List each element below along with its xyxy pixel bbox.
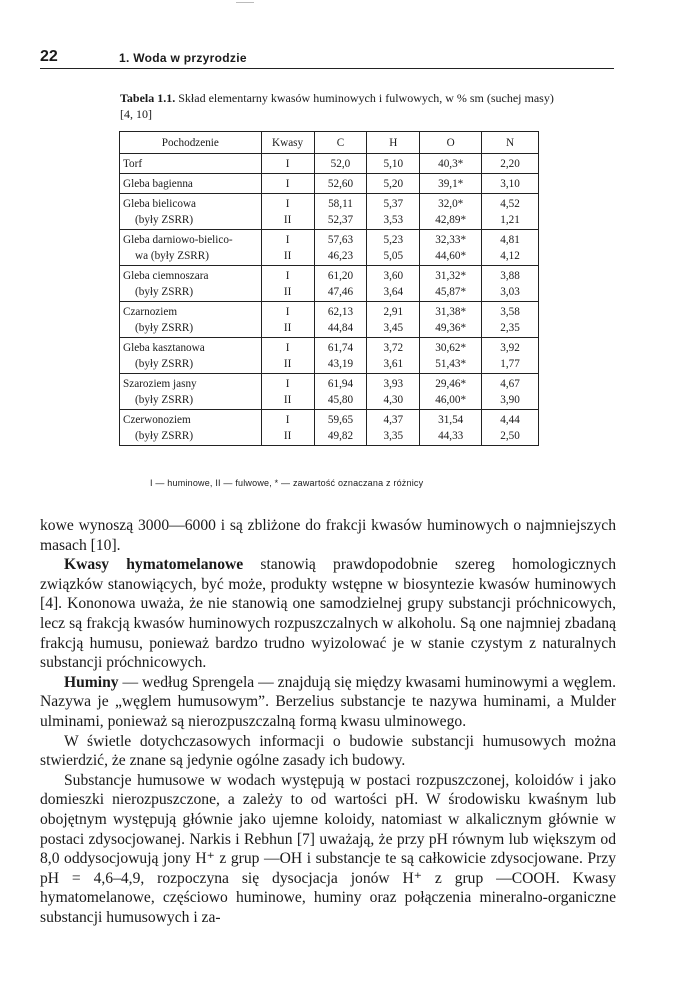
table-cell	[120, 374, 262, 410]
cell-line: 3,88	[500, 270, 520, 282]
cell-line: 3,92	[500, 342, 520, 354]
cell-line: 1,77	[500, 358, 520, 370]
cell-line: 4,52	[500, 198, 520, 210]
table-cell	[367, 374, 420, 410]
table-cell	[420, 266, 482, 302]
cell-line: 4,67	[500, 378, 520, 390]
cell-line: 61,94	[327, 378, 354, 390]
cell-line: 45,80	[327, 394, 354, 406]
table-cell	[261, 338, 314, 374]
col-header: Kwasy	[261, 132, 314, 154]
table-cell	[314, 194, 367, 230]
cell-line: 44,84	[327, 322, 354, 334]
table-cell	[314, 174, 367, 194]
cell-line: 4,37	[383, 414, 404, 426]
cell-line: Gleba darniowo-bielico-	[123, 234, 233, 246]
table-cell	[482, 174, 539, 194]
cell-line: 46,00*	[435, 394, 467, 406]
table-cell	[420, 302, 482, 338]
cell-line: 4,12	[500, 250, 520, 262]
cell-line: I	[285, 198, 290, 210]
paragraph	[40, 673, 616, 732]
table-cell	[482, 230, 539, 266]
cell-line: 3,10	[500, 178, 520, 190]
table-cell	[367, 410, 420, 446]
cell-line: I	[285, 158, 290, 170]
col-header: H	[367, 132, 420, 154]
cell-line: II	[283, 322, 292, 334]
cell-line: Gleba ciemnoszara	[123, 270, 209, 282]
cell-line: 2,91	[383, 306, 404, 318]
table-cell	[120, 174, 262, 194]
col-header: Pochodzenie	[120, 132, 262, 154]
cell-line: 3,93	[383, 378, 404, 390]
table-cell	[261, 374, 314, 410]
table-cell	[482, 194, 539, 230]
cell-line: 3,58	[500, 306, 520, 318]
cell-line: 30,62*	[435, 342, 467, 354]
table-row	[120, 174, 539, 194]
cell-line: (były ZSRR)	[135, 322, 194, 334]
cell-line: 52,0	[330, 158, 351, 170]
cell-line: 5,10	[383, 158, 404, 170]
cell-line: 49,36*	[435, 322, 467, 334]
table-cell	[367, 302, 420, 338]
page-header	[40, 46, 614, 69]
cell-line: II	[283, 250, 292, 262]
table-cell	[314, 230, 367, 266]
cell-line: 57,63	[327, 234, 354, 246]
table-row	[120, 338, 539, 374]
cell-line: 61,74	[327, 342, 354, 354]
table-caption	[120, 90, 560, 122]
table-cell	[120, 194, 262, 230]
chapter-title: 1. Woda w przyrodzie	[119, 51, 247, 65]
cell-line: 3,53	[383, 214, 404, 226]
cell-line: 44,60*	[435, 250, 467, 262]
table-cell	[420, 174, 482, 194]
cell-line: 2,20	[500, 158, 520, 170]
table-cell	[482, 374, 539, 410]
table-cell	[367, 266, 420, 302]
table-row	[120, 302, 539, 338]
cell-line: 52,37	[327, 214, 354, 226]
cell-line: II	[283, 430, 292, 442]
cell-line: 31,54	[438, 414, 464, 426]
cell-line: 1,21	[500, 214, 520, 226]
cell-line: 2,35	[500, 322, 520, 334]
cell-line: 5,05	[383, 250, 404, 262]
cell-line: 58,11	[328, 198, 353, 210]
cell-line: 5,20	[383, 178, 404, 190]
cell-line: wa (były ZSRR)	[135, 250, 209, 262]
term-hymatomelanowe: Kwasy hymatomelanowe	[64, 556, 244, 574]
cell-line: 3,61	[383, 358, 404, 370]
table-cell	[120, 154, 262, 174]
cell-line: 61,20	[327, 270, 354, 282]
cell-line: 42,89*	[435, 214, 467, 226]
table-cell	[482, 266, 539, 302]
table-row	[120, 266, 539, 302]
cell-line: 5,23	[383, 234, 404, 246]
cell-line: 29,46*	[435, 378, 467, 390]
table-row	[120, 194, 539, 230]
table-row	[120, 154, 539, 174]
table-cell	[420, 194, 482, 230]
cell-line: 43,19	[327, 358, 354, 370]
cell-line: 3,64	[383, 286, 404, 298]
table-cell	[482, 410, 539, 446]
table-cell	[420, 374, 482, 410]
table-cell	[420, 154, 482, 174]
table-cell	[367, 230, 420, 266]
cell-line: I	[285, 306, 290, 318]
col-header: N	[482, 132, 539, 154]
cell-line: 47,46	[327, 286, 354, 298]
cell-line: (były ZSRR)	[135, 394, 194, 406]
table-cell	[482, 302, 539, 338]
table-cell	[482, 154, 539, 174]
paragraph: Substancje humusowe w wodach występują w postaci rozpuszczonej, koloidów i jako domieszki nierozpuszczone, a zależy to od wartości pH. W środowisku kwaśnym lub obojętnym występują głównie jako ujemne koloidy, natomiast w alkalicznym głównie w postaci zdysocjowanej. Narkis i Rebhun [7] uważają, że przy pH równym lub większym od 8,0 oddysocjowują jony H⁺ z grup —OH i substancje te są całkowicie zdysocjowane. Przy pH = 4,6–4,9, rozpoczyna się dysocjacja jonów H⁺ z grup —COOH. Kwasy hymatomelanowe, częściowo huminowe, huminy oraz połączenia mineralno-organiczne substancji humusowych i za-	[40, 771, 616, 926]
page-number: 22	[40, 48, 58, 65]
cell-line: 3,03	[500, 286, 520, 298]
cell-line: 32,33*	[435, 234, 467, 246]
table-cell	[314, 154, 367, 174]
table-cell	[420, 230, 482, 266]
cell-line: 3,35	[383, 430, 404, 442]
cell-line: 31,32*	[435, 270, 467, 282]
col-header: C	[314, 132, 367, 154]
paragraph: W świetle dotychczasowych informacji o budowie substancji humusowych można stwierdzić, że znane są jedynie ogólne zasady ich budowy.	[40, 732, 616, 770]
table-cell	[314, 374, 367, 410]
table-cell	[420, 338, 482, 374]
cell-line: 3,60	[383, 270, 404, 282]
body-text	[40, 516, 616, 927]
cell-line: II	[283, 394, 292, 406]
paragraph	[40, 555, 616, 673]
cell-line: 2,50	[500, 430, 520, 442]
cell-line: 3,90	[500, 394, 520, 406]
table-cell	[420, 410, 482, 446]
cell-line: I	[285, 178, 290, 190]
table-cell	[261, 194, 314, 230]
table-footnote: I — huminowe, II — fulwowe, * — zawartość oznaczana z różnicy	[150, 478, 424, 488]
table-cell	[314, 266, 367, 302]
cell-line: 49,82	[327, 430, 354, 442]
cell-line: Gleba bagienna	[123, 178, 193, 190]
cell-line: (były ZSRR)	[135, 286, 194, 298]
table-label: Tabela 1.1.	[120, 91, 176, 105]
cell-line: 4,44	[500, 414, 520, 426]
cell-line: 5,37	[383, 198, 404, 210]
table-cell	[367, 338, 420, 374]
cell-line: (były ZSRR)	[135, 214, 194, 226]
cell-line: 52,60	[327, 178, 354, 190]
cell-line: I	[285, 342, 290, 354]
col-header: O	[420, 132, 482, 154]
top-mark	[236, 2, 254, 3]
cell-line: 4,81	[500, 234, 520, 246]
cell-line: 4,30	[383, 394, 404, 406]
table-cell	[261, 174, 314, 194]
cell-line: (były ZSRR)	[135, 430, 194, 442]
paragraph-text: stanowią prawdopodobnie szereg homologicznych związków stanowiących, być może, produkty wstępne w biosyntezie kwasów huminowych [4]. Kononowa uważa, że nie stanowią one samodzielnej grupy substancji próchnicowych, lecz są frakcją kwasów huminowych rozpuszczalnych w alkoholu. Są one najmniej zbadaną frakcją humusu, ponieważ bardzo trudno wyizolować je w stanie czystym z naturalnych substancji próchnicowych.	[40, 556, 616, 672]
cell-line: I	[285, 234, 290, 246]
table-row	[120, 410, 539, 446]
table-cell	[367, 154, 420, 174]
table-cell	[120, 266, 262, 302]
table-cell	[261, 302, 314, 338]
table-cell	[261, 230, 314, 266]
cell-line: 3,72	[383, 342, 404, 354]
table-cell	[482, 338, 539, 374]
cell-line: II	[283, 286, 292, 298]
cell-line: Szaroziem jasny	[123, 378, 197, 390]
table-cell	[120, 302, 262, 338]
table-cell	[314, 338, 367, 374]
table-cell	[120, 410, 262, 446]
cell-line: I	[285, 414, 290, 426]
cell-line: 32,0*	[438, 198, 464, 210]
cell-line: I	[285, 270, 290, 282]
table-row	[120, 230, 539, 266]
cell-line: 40,3*	[438, 158, 464, 170]
table-cell	[120, 230, 262, 266]
cell-line: (były ZSRR)	[135, 358, 194, 370]
cell-line: 51,43*	[435, 358, 467, 370]
table-cell	[367, 194, 420, 230]
cell-line: Czarnoziem	[123, 306, 178, 318]
term-huminy: Huminy	[64, 673, 119, 691]
cell-line: 46,23	[327, 250, 354, 262]
table-cell	[261, 154, 314, 174]
table-row	[120, 374, 539, 410]
cell-line: 62,13	[327, 306, 354, 318]
cell-line: Torf	[123, 158, 143, 170]
table-header-row	[120, 132, 539, 154]
table-cell	[120, 338, 262, 374]
cell-line: 39,1*	[438, 178, 464, 190]
table-cell	[261, 266, 314, 302]
table-cell	[314, 302, 367, 338]
paragraph-text: — według Sprengela — znajdują się między kwasami huminowymi a węglem. Nazywa je „węglem humusowym”. Berzelius substancje te nazywa huminami, a Mulder ulminami, ponieważ są nierozpuszczalną formą kwasu ulminowego.	[40, 673, 616, 730]
cell-line: II	[283, 214, 292, 226]
cell-line: 31,38*	[435, 306, 467, 318]
cell-line: Czerwonoziem	[123, 414, 191, 426]
paragraph: kowe wynoszą 3000—6000 i są zbliżone do frakcji kwasów huminowych o najmniejszych masach [10].	[40, 517, 616, 554]
cell-line: 59,65	[327, 414, 354, 426]
table-cell	[314, 410, 367, 446]
cell-line: I	[285, 378, 290, 390]
composition-table	[119, 131, 539, 446]
cell-line: 44,33	[438, 430, 464, 442]
cell-line: II	[283, 358, 292, 370]
table-caption-text: Skład elementarny kwasów huminowych i fulwowych, w % sm (suchej masy) [4, 10]	[120, 91, 554, 121]
table-cell	[367, 174, 420, 194]
table-cell	[261, 410, 314, 446]
cell-line: 45,87*	[435, 286, 467, 298]
cell-line: 3,45	[383, 322, 404, 334]
cell-line: Gleba kasztanowa	[123, 342, 205, 354]
cell-line: Gleba bielicowa	[123, 198, 196, 210]
